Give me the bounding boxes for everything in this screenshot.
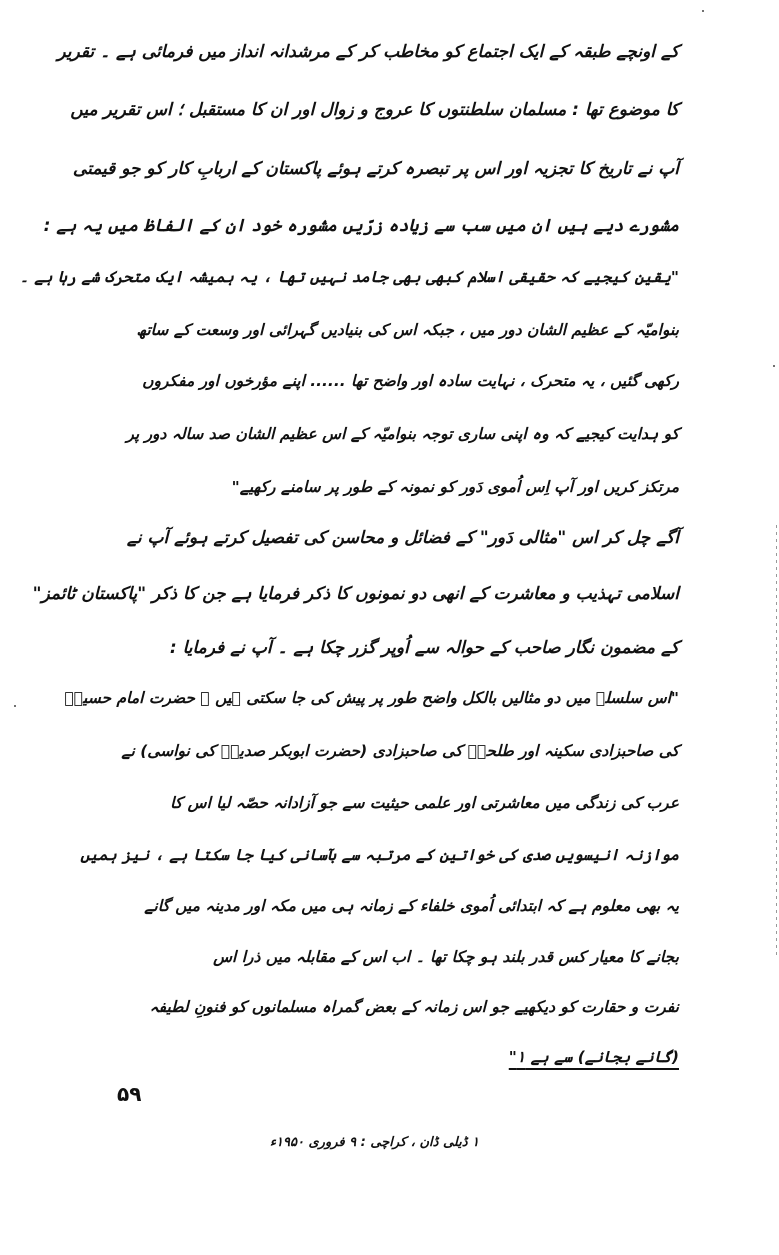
quote2-line-3: عرب کی زندگی میں معاشرتی اور علمی حیثیت سے جو آزادانہ حصّہ لیا اس کا	[170, 794, 679, 812]
scan-speck	[14, 705, 16, 707]
quote1-line-1: "یقین کیجیے کہ حقیقی اسلام کبھی بھی جامد نہیں تھا ، یہ ہمیشہ ایک متحرک شے رہا ہے ۔	[19, 268, 679, 286]
text-line-5: آگے چل کر اس "مثالی دَور" کے فضائل و محاسن کی تفصیل کرتے ہوئے آپ نے	[126, 528, 679, 548]
quote2-line-4: موازنہ انیسویں صدی کی خواتین کے مرتبہ سے بآسانی کیا جا سکتا ہے ، نیز ہمیں	[80, 846, 679, 864]
quote1-line-5: مرتکز کریں اور آپ اِس اُموی دَور کو نمونہ کے طور پر سامنے رکھیے"	[231, 478, 679, 496]
quote1-line-3: رکھی گئیں ، یہ متحرک ، نہایت سادہ اور واضح تھا ...... اپنے مؤرخوں اور مفکروں	[142, 372, 679, 390]
quote2-line-1: "اس سلسلہ میں دو مثالیں بالکل واضح طور پر پیش کی جا سکتی ہیں ۔ حضرت امام حسینؓ	[64, 689, 679, 707]
text-line-3: آپ نے تاریخ کا تجزیہ اور اس پر تبصرہ کرتے ہوئے پاکستان کے اربابِ کار کو جو قیمتی	[72, 159, 679, 179]
page-number: ۵۹	[117, 1082, 142, 1106]
footnote: ۱ ڈیلی ڈان ، کراچی : ۹ فروری ۱۹۵۰ء	[269, 1135, 479, 1150]
quote2-line-2: کی صاحبزادی سکینہ اور طلحہؓ کی صاحبزادی (حضرت ابوبکر صدیقؓ کی نواسی) نے	[121, 742, 679, 760]
text-line-2: کا موضوع تھا : مسلمان سلطنتوں کا عروج و زوال اور ان کا مستقبل ؛ اس تقریر میں	[70, 100, 679, 120]
text-line-1: کے اونچے طبقہ کے ایک اجتماع کو مخاطب کر کے مرشدانہ انداز میں فرمائی ہے ۔ تقریر	[57, 42, 679, 62]
quote1-line-2: بنوامیّہ کے عظیم الشان دور میں ، جبکہ اس کی بنیادیں گہرائی اور وسعت کے ساتھ	[136, 321, 679, 339]
text-line-6: اسلامی تہذیب و معاشرت کے انھی دو نمونوں کا ذکر فرمایا ہے جن کا ذکر "پاکستان ٹائمز"	[32, 584, 679, 604]
underlined-phrase: (گانے بجانے) سے ہے ۱"	[508, 1048, 679, 1066]
quote2-line-7: نفرت و حقارت کو دیکھیے جو اس زمانہ کے بعض گمراہ مسلمانوں کو فنونِ لطیفہ	[149, 998, 679, 1016]
quote2-line-5: یہ بھی معلوم ہے کہ ابتدائی اُموی خلفاء کے زمانہ ہی میں مکہ اور مدینہ میں گانے	[144, 897, 679, 915]
quote2-line-8	[149, 1048, 679, 1067]
text-line-4: مشورے دیے ہیں ان میں سب سے زیادہ زرّیں مشورہ خود ان کے الفاظ میں یہ ہے :	[43, 216, 679, 236]
scan-edge-line	[776, 525, 777, 955]
quote2-line-6: بجانے کا معیار کس قدر بلند ہو چکا تھا ۔ اب اس کے مقابلہ میں ذرا اس	[213, 948, 679, 966]
text-line-7: کے مضمون نگار صاحب کے حوالہ سے اُوپر گزر چکا ہے ۔ آپ نے فرمایا :	[169, 638, 679, 658]
scan-speck	[702, 10, 704, 12]
quote1-line-4: کو ہدایت کیجیے کہ وہ اپنی ساری توجہ بنوامیّہ کے اس عظیم الشان صد سالہ دور پر	[126, 425, 679, 443]
scan-speck	[773, 365, 775, 367]
